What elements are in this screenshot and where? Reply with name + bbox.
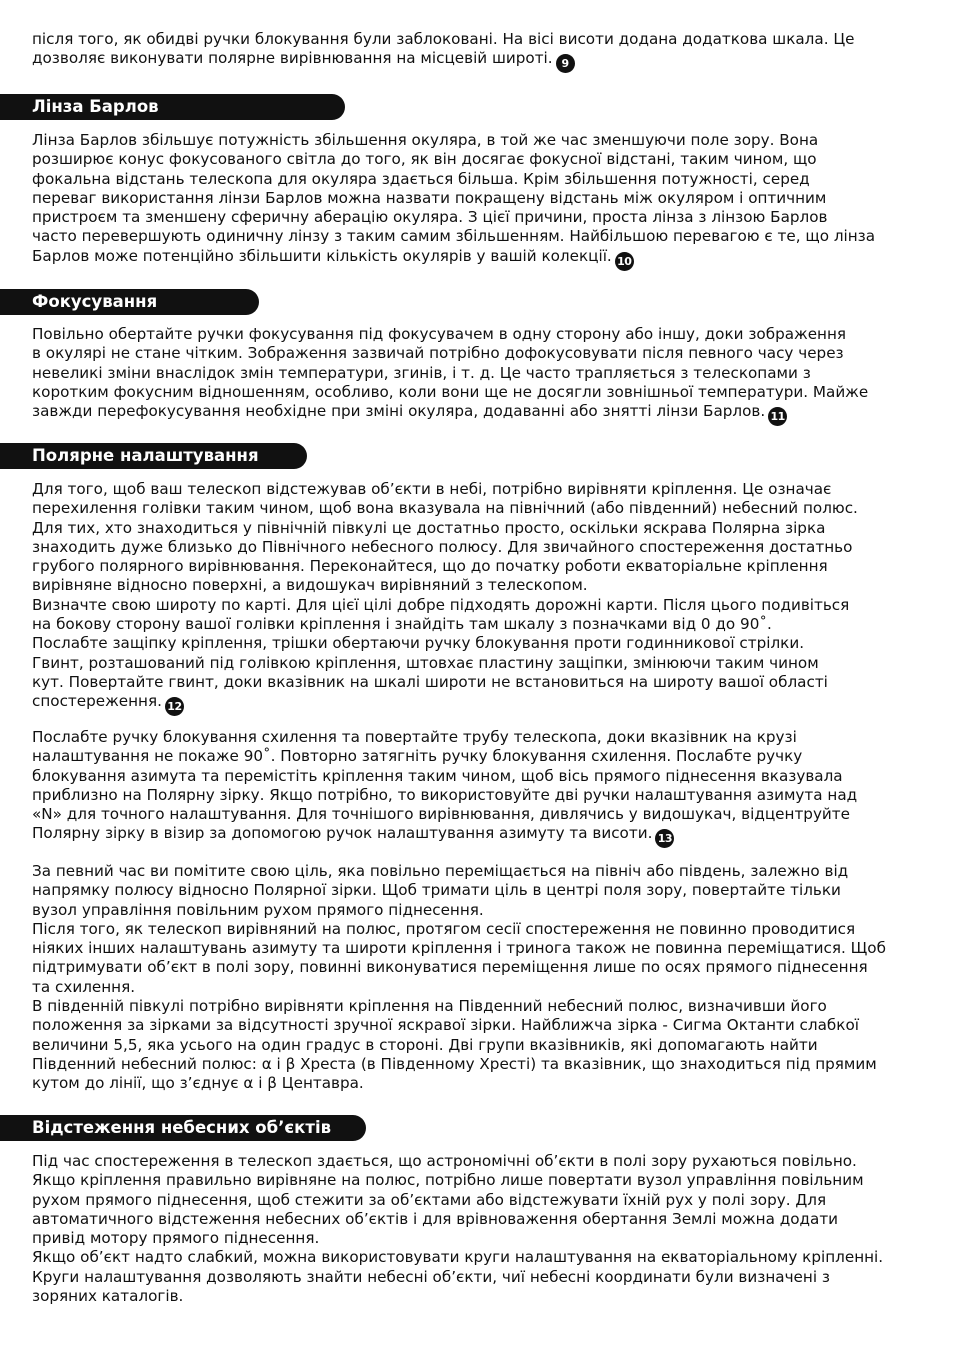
- step-number-badge-10: 10: [615, 252, 634, 271]
- polar-paragraph-1: [32, 480, 922, 716]
- section-heading-focus: Фокусування: [0, 289, 259, 315]
- polar-text-3: За певний час ви помітите свою ціль, яка повільно переміщається на північ або південь, залежно від напрямку полюсу відносно Полярної зірки. Щоб тримати ціль в центрі поля зору, повертайте тільки вузол управління повільним рухом прямого піднесення. Після того, як телескоп вирівняний на полюс, протягом сесії спостереження не повинно проводитися ніяких інших налаштувань азимуту та широти кріплення і тринога також не повинна переміщатися. Щоб підтримувати об’єкт в полі зору, повинні виконуватися переміщення лише по осях прямого піднесення та схилення. В південній півкулі потрібно вирівняти кріплення на Південний небесний полюс, визначивши його положення за зірками за відсутності зручної яскравої зірки. Найближча зірка - Сигма Октанти слабкої величини 5,5, яка усього на один градус в стороні. Дві групи вказівників, які допомагають найти Південний небесний полюс: α і β Хреста (в Південному Хресті) та вказівник, що знаходиться під прямим кутом до лінії, що з’єднує α і β Центавра.: [32, 862, 886, 1093]
- polar-paragraph-2: [32, 728, 922, 848]
- barlow-text: Лінза Барлов збільшує потужність збільшення окуляра, в той же час зменшуючи поле зору. Вона розширює конус фокусованого світла до того, як він досягає фокусної відстані, таким чином, що фокальна відстань телескопа для окуляра здається більша. Крім збільшення потужності, серед переваг використання лінзи Барлов можна назвати покращену відстань між окуляром і оптичним пристроєм та зменшену сферичну аберацію окуляра. З цієї причини, проста лінза з лінзою Барлов часто перевершують одиничну лінзу з таким самим збільшенням. Найбільшою перевагою є те, що лінза Барлов може потенційно збільшити кількість окулярів у вашій колекції.: [32, 131, 876, 265]
- barlow-paragraph: [32, 131, 922, 271]
- step-number-badge-9: 9: [556, 54, 575, 73]
- polar-text-2: Послабте ручку блокування схилення та повертайте трубу телескопа, доки вказівник на крузі налаштування не покаже 90˚. Повторно затягніть ручку блокування схилення. Послабте ручку блокування азимута та перемістіть кріплення таким чином, щоб вісь прямого піднесення вказувала приблизно на Полярну зірку. Якщо потрібно, то використовуйте дві ручки налаштування азимута над «N» для точного налаштування. Для точнішого вирівнювання, дивлячись у видошукач, відцентруйте Полярну зірку в візир за допомогою ручок налаштування азимуту та висоти.: [32, 728, 858, 843]
- step-number-badge-11: 11: [768, 407, 787, 426]
- tracking-text: Під час спостереження в телескоп здається, що астрономічні об’єкти в полі зору рухаються повільно. Якщо кріплення правильно вирівняне на полюс, потрібно лише повертати вузол управління повільним рухом прямого піднесення, щоб стежити за об’єктами або відстежувати їхній рух у полі зору. Для автоматичного відстеження небесних об’єктів і для врівноваження обертання Землі можна додати привід мотору прямого піднесення. Якщо об’єкт надто слабкий, можна використовувати круги налаштування на екваторіальному кріпленні. Круги налаштування дозволяють знайти небесні об’єкти, чиї небесні координати були визначені з зоряних каталогів.: [32, 1152, 884, 1306]
- step-number-badge-13: 13: [655, 829, 674, 848]
- step-number-badge-12: 12: [165, 697, 184, 716]
- section-heading-tracking: Відстеження небесних об’єктів: [0, 1115, 366, 1141]
- tracking-paragraph: [32, 1152, 922, 1306]
- polar-text-1: Для того, щоб ваш телескоп відстежував об’єкти в небі, потрібно вирівняти кріплення. Це означає перехилення голівки таким чином, щоб вона вказувала на північний (або південний) небесний полюс. Для тих, хто знаходиться у північній півкулі це достатньо просто, оскільки яскрава Полярна зірка знаходить дуже близько до Північного небесного полюсу. Для звичайного спостереження достатньо грубого полярного вирівнювання. Переконайтеся, що до початку роботи екваторіальне кріплення вирівняне відносно поверхні, а видошукач вирівняний з телескопом. Визначте свою широту по карті. Для цієї цілі добре підходять дорожні карти. Після цього подивіться на бокову сторону вашої голівки кріплення і знайдіть там шкалу з позначками від 0 до 90˚. Послабте защіпку кріплення, трішки обертаючи ручку блокування проти годинникової стрілки. Гвинт, розташований під голівкою кріплення, штовхає пластину защіпки, змінюючи таким чином кут. Повертайте гвинт, доки вказівник на шкалі широти не встановиться на широту вашої області спостереження.: [32, 480, 858, 711]
- intro-text: після того, як обидві ручки блокування були заблоковані. На вісі висоти додана додаткова шкала. Це дозволяє виконувати полярне вирівнювання на місцевій широті.: [32, 30, 855, 68]
- focus-paragraph: [32, 325, 922, 426]
- intro-paragraph: [32, 30, 922, 73]
- section-heading-polar: Полярне налаштування: [0, 443, 307, 469]
- focus-text: Повільно обертайте ручки фокусування під фокусувачем в одну сторону або іншу, доки зображення в окулярі не стане чітким. Зображення зазвичай потрібно дофокусовувати після певного часу через невеликі зміни внаслідок змін температури, згинів, і т. д. Це часто трапляється з телескопами з коротким фокусним відношенням, особливо, коли вони ще не досягли зовнішньої температури. Майже завжди перефокусування необхідне при зміні окуляра, додаванні або знятті лінзи Барлов.: [32, 325, 869, 421]
- section-heading-barlow: Лінза Барлов: [0, 94, 345, 120]
- polar-paragraph-3: [32, 862, 922, 1094]
